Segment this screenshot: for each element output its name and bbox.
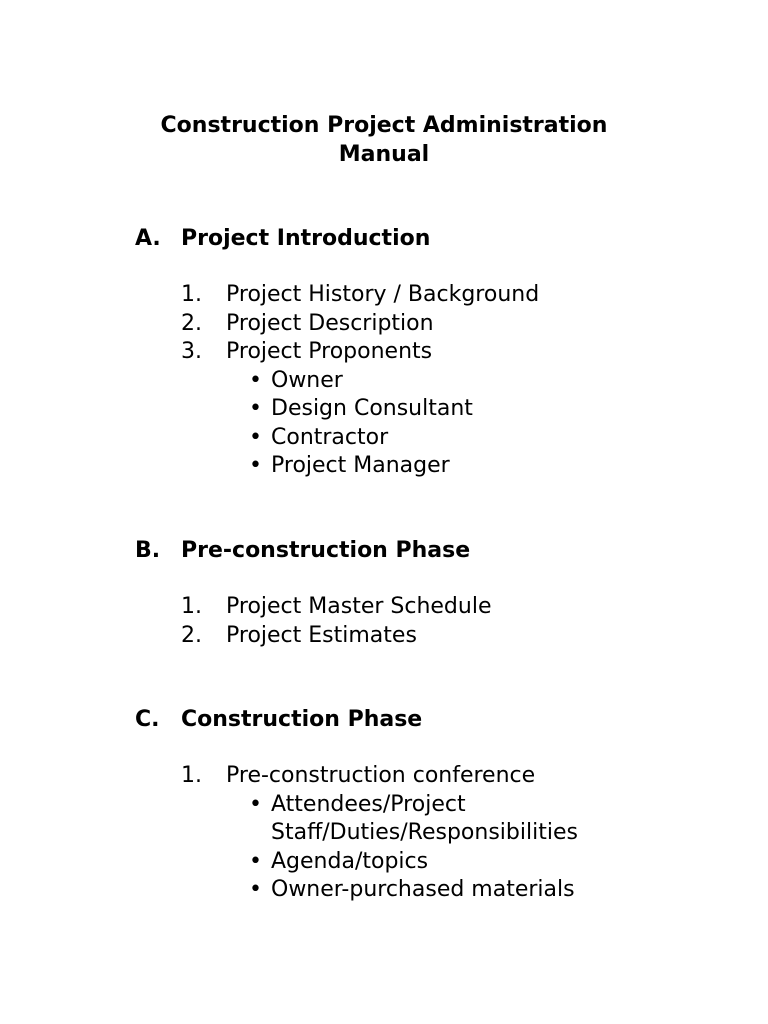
numbered-list	[135, 762, 755, 905]
list-item	[135, 338, 755, 481]
section-letter: A.	[135, 226, 161, 251]
bullet-icon: •	[249, 453, 262, 478]
document-title-line-1: Construction Project Administration	[160, 113, 608, 138]
bullet-text: Agenda/topics	[271, 848, 429, 874]
section-title: Construction Phase	[181, 707, 423, 732]
bullet-item	[226, 452, 755, 481]
bullet-item	[226, 367, 755, 396]
item-text: Project History / Background	[226, 282, 540, 307]
section-letter: B.	[135, 538, 161, 563]
item-number: 2.	[181, 310, 202, 336]
item-number: 1.	[181, 282, 202, 307]
bullet-item	[226, 791, 601, 848]
bullet-icon: •	[249, 791, 262, 817]
item-text: Pre-construction conference	[226, 763, 536, 788]
section-heading	[135, 224, 755, 254]
item-number: 1.	[181, 763, 202, 788]
item-number: 3.	[181, 339, 202, 364]
bullet-list	[226, 791, 755, 905]
section-a	[135, 224, 755, 481]
section-heading	[135, 705, 755, 735]
item-text: Project Proponents	[226, 339, 433, 364]
list-item	[135, 622, 755, 651]
section-title: Project Introduction	[181, 226, 431, 251]
list-item	[135, 310, 755, 339]
item-text: Project Description	[226, 310, 434, 336]
bullet-text: Project Manager	[271, 453, 450, 478]
numbered-list	[135, 593, 755, 650]
item-text: Project Master Schedule	[226, 594, 492, 619]
section-b	[135, 536, 755, 650]
section-title: Pre-construction Phase	[181, 538, 471, 563]
bullet-text: Contractor	[271, 424, 389, 450]
bullet-text: Design Consultant	[271, 396, 473, 421]
bullet-text: Owner-purchased materials	[271, 877, 575, 902]
bullet-item	[226, 424, 755, 453]
bullet-item	[226, 876, 755, 905]
bullet-list	[226, 367, 755, 481]
item-number: 2.	[181, 622, 202, 648]
list-item	[135, 762, 755, 905]
bullet-text: Owner	[271, 367, 343, 393]
bullet-item	[226, 848, 755, 877]
section-heading	[135, 536, 755, 566]
list-item	[135, 281, 755, 310]
bullet-icon: •	[249, 396, 262, 421]
section-c	[135, 705, 755, 905]
document-title	[134, 111, 634, 169]
section-letter: C.	[135, 707, 160, 732]
bullet-item	[226, 395, 755, 424]
bullet-text: Attendees/Project Staff/Duties/Responsibilities	[271, 791, 578, 845]
bullet-icon: •	[249, 367, 262, 393]
item-number: 1.	[181, 594, 202, 619]
list-item	[135, 593, 755, 622]
bullet-icon: •	[249, 424, 262, 450]
bullet-icon: •	[249, 848, 262, 874]
bullet-icon: •	[249, 877, 262, 902]
item-text: Project Estimates	[226, 622, 417, 648]
document-title-line-2: Manual	[338, 142, 430, 167]
numbered-list	[135, 281, 755, 481]
